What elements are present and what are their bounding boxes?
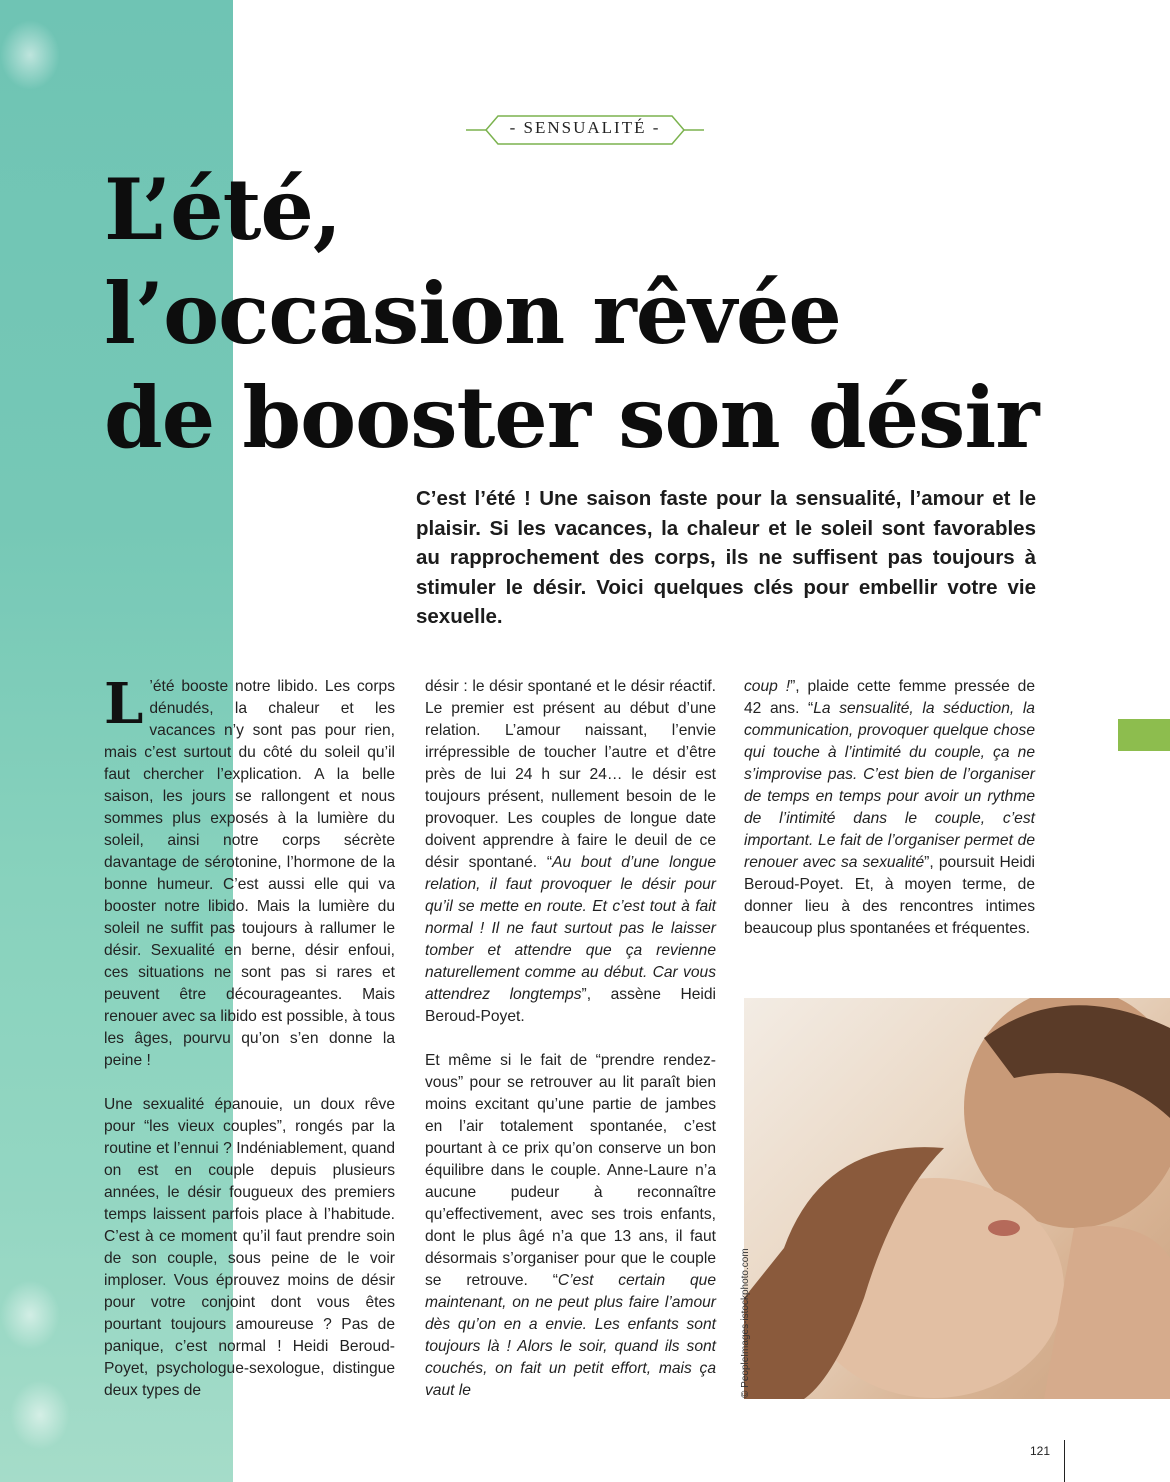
paragraph-text: ”, assène Heidi Beroud-Poyet. <box>425 986 716 1025</box>
paragraph: Une sexualité épanouie, un doux rêve pour “les vieux couples”, rongés par la routine et l’ennui ? Indéniablement, quand on est en couple depuis plusieurs années, le désir fougueux des premiers temps laissent parfois place à l’habitude. C’est à ce moment qu’il faut prendre soin de son couple, sous peine de le voir imploser. Vous éprouvez moins de désir pour votre conjoint dont vous êtes pourtant toujours amoureuse ? Pas de panique, c’est normal ! Heidi Beroud-Poyet, psychologue-sexologue, distingue deux types de <box>104 1096 395 1399</box>
paragraph <box>744 676 1035 940</box>
quote-text: C’est certain que maintenant, on ne peut plus faire l’amour dès qu’on en a envie. Les enfants sont toujours là ! Alors le soir, quand ils sont couchés, on fait un petit effort, mais ça vaut le <box>425 1272 716 1399</box>
quote-text: coup ! <box>744 678 791 695</box>
couple-kiss-photo <box>744 998 1170 1399</box>
page-number-rule <box>1064 1440 1065 1482</box>
article-column-3 <box>744 676 1035 962</box>
photo-credit: © PeopleImages-istockphoto.com <box>740 1248 751 1398</box>
paragraph-text: Et même si le fait de “prendre rendez-vous” pour se retrouver au lit paraît bien moins excitant qu’une partie de jambes en l’air totalement spontanée, c’est pourtant à ce prix qu’on conserve un bon équilibre dans le couple. Anne-Laure n’a aucune pudeur à reconnaître qu’effectivement, avec ses trois enfants, dont le plus âgé n’a que 13 ans, il faut désormais s’organiser pour que le couple se retrouve. “ <box>425 1052 716 1289</box>
paragraph-text: désir : le désir spontané et le désir réactif. Le premier est présent au début d’une relation. L’amour naissant, l’envie irrépressible de toucher l’autre et d’être près de lui 24 h sur 24… le désir est toujours présent, nullement besoin de le provoquer. Les couples de longue date doivent apprendre à faire le deuil de ce désir spontané. “ <box>425 678 716 871</box>
paragraph <box>104 671 395 1072</box>
headline-line-1: L’été, <box>104 160 342 259</box>
page-number: 121 <box>1030 1444 1051 1458</box>
drop-cap: L <box>104 671 144 737</box>
paragraph-text: ”, poursuit Heidi Beroud-Poyet. Et, à moyen terme, de donner lieu à des rencontres intimes beaucoup plus spontanées et fréquentes. <box>744 854 1035 937</box>
intro-paragraph: C’est l’été ! Une saison faste pour la sensualité, l’amour et le plaisir. Si les vacances, la chaleur et le soleil sont favorables au rapprochement des corps, ils ne suffisent pas toujours à stimuler le désir. Voici quelques clés pour embellir votre vie sexuelle. <box>416 487 1036 628</box>
quote-text: La sensualité, la séduction, la communication, provoquer quelque chose qui touche à l’intimité du couple, ça ne s’improvise pas. C’est bien de l’organiser de temps en temps pour avoir un rythme de l’intimité dans le couple, c’est important. Le fait de l’organiser permet de renouer avec sa sexualité <box>744 700 1035 871</box>
paragraph <box>425 676 716 1028</box>
headline <box>104 158 1039 470</box>
category-label <box>466 114 704 146</box>
quote-text: Au bout d’une longue relation, il faut provoquer le désir pour qu’il se mette en route. Et c’est tout à fait normal ! Il ne faut surtout pas le laisser tomber et attendre que ça revienne naturellement comme au début. Car vous attendrez longtemps <box>425 854 717 1003</box>
photo-illustration-icon <box>744 998 1170 1399</box>
article-column-1 <box>104 671 395 1424</box>
paragraph <box>425 1050 716 1402</box>
paragraph-text: ’été booste notre libido. Les corps dénudés, la chaleur et les vacances n’y sont pas pour rien, mais c’est surtout du côté du soleil qu’il faut chercher l’explication. A la belle saison, les jours se rallongent et nous sommes plus exposés à la lumière du soleil, ainsi notre corps sécrète davantage de sérotonine, l’hormone de la bonne humeur. C’est aussi elle qui va booster notre libido. Mais la lumière du soleil ne suffit pas toujours à rallumer le désir. Sexualité en berne, désir enfoui, ces situations ne sont pas si rares et peuvent être décourageantes. Mais renouer avec sa libido est possible, à tous les âges, pourvu qu’on s’en donne la peine ! <box>104 678 395 1069</box>
paragraph-text: ”, plaide cette femme pressée de 42 ans. “ <box>744 678 1036 717</box>
section-tab-marker <box>1118 719 1170 751</box>
article-column-2 <box>425 676 716 1424</box>
headline-line-3: de booster son désir <box>104 368 1039 467</box>
category-text: - SENSUALITÉ - <box>509 118 661 137</box>
headline-line-2: l’occasion rêvée <box>104 264 841 363</box>
